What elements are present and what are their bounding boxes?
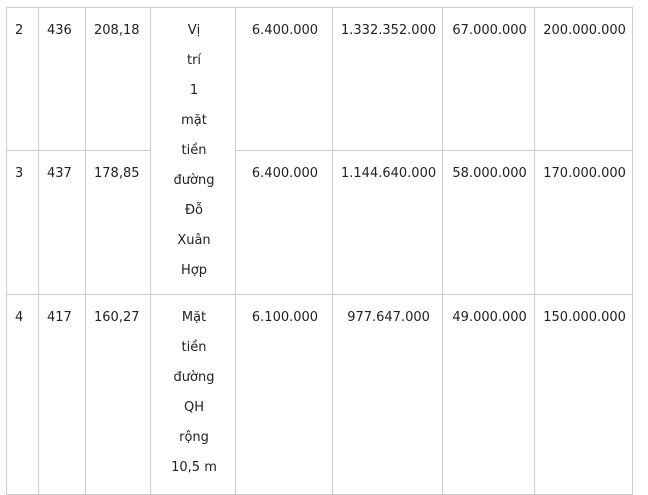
deposit-cell: 49.000.000 <box>443 295 535 495</box>
location-line: Xuân <box>177 233 211 248</box>
area-cell: 160,27 <box>86 295 151 495</box>
location-line: Vị <box>187 23 201 38</box>
land-price-table <box>6 7 633 495</box>
unit-price-cell: 6.100.000 <box>236 295 333 495</box>
deposit-cell: 170.000.000 <box>535 151 633 295</box>
total-price-cell: 977.647.000 <box>333 295 443 495</box>
location-line: tiền <box>181 143 207 158</box>
location-line: QH <box>183 400 204 415</box>
location-line: đường <box>173 173 215 188</box>
deposit-cell: 200.000.000 <box>535 8 633 151</box>
lot-cell: 437 <box>39 151 86 295</box>
stt-cell: 2 <box>7 8 39 151</box>
total-price-cell: 1.332.352.000 <box>333 8 443 151</box>
table-row <box>7 8 633 151</box>
deposit-cell: 58.000.000 <box>443 151 535 295</box>
location-line: Hợp <box>181 263 207 278</box>
lot-cell: 417 <box>39 295 86 495</box>
total-price-cell: 1.144.640.000 <box>333 151 443 295</box>
location-cell <box>151 295 236 495</box>
area-cell: 208,18 <box>86 8 151 151</box>
location-line: 10,5 m <box>171 460 217 475</box>
location-line: Đỗ <box>184 203 204 218</box>
location-line: mặt <box>181 113 207 128</box>
location-line: 1 <box>189 83 199 98</box>
stt-cell: 3 <box>7 151 39 295</box>
table-row <box>7 151 633 295</box>
unit-price-cell: 6.400.000 <box>236 151 333 295</box>
stt-cell: 4 <box>7 295 39 495</box>
location-line: trí <box>186 53 202 68</box>
location-line: rộng <box>179 430 209 445</box>
location-line: tiền <box>181 340 207 355</box>
location-line: Mặt <box>181 310 207 325</box>
deposit-cell: 150.000.000 <box>535 295 633 495</box>
unit-price-cell: 6.400.000 <box>236 8 333 151</box>
lot-cell: 436 <box>39 8 86 151</box>
location-line: đường <box>173 370 215 385</box>
table-row <box>7 295 633 495</box>
location-cell <box>151 8 236 295</box>
area-cell: 178,85 <box>86 151 151 295</box>
deposit-cell: 67.000.000 <box>443 8 535 151</box>
